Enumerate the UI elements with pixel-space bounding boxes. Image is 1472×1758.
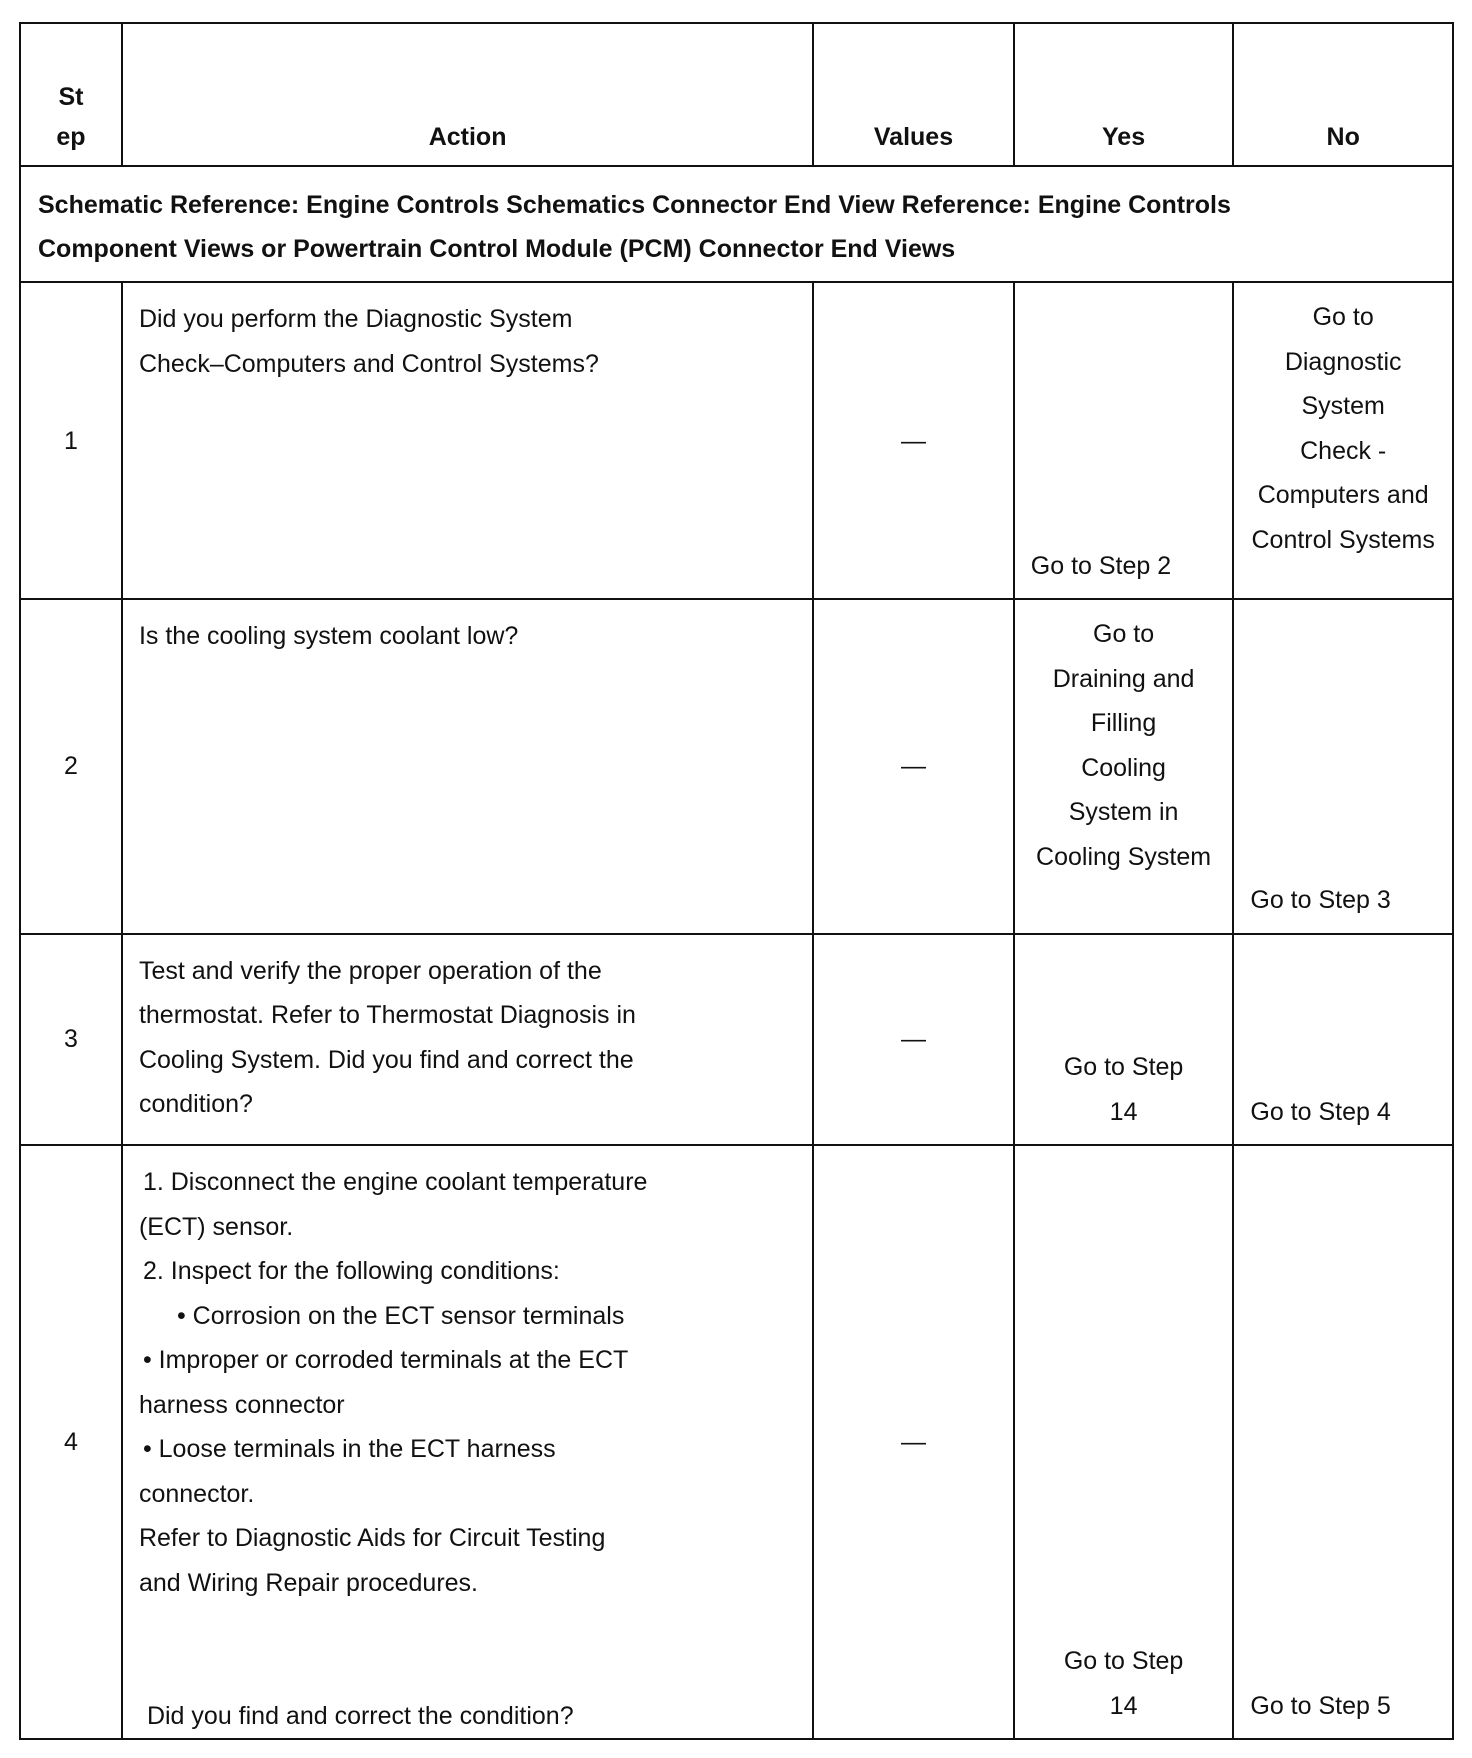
yes-link-line[interactable]: Go to Step [1063,1053,1184,1082]
step-number: 2 [20,599,122,933]
header-step-line2: ep [56,122,86,151]
yes-link-line[interactable]: 14 [1109,1691,1138,1720]
no-cell [1233,599,1453,933]
action-line: Is the cooling system coolant low? [138,622,519,651]
action-cell [122,599,813,933]
yes-link-line[interactable]: Cooling [1081,753,1166,782]
value-cell: — [813,282,1014,599]
action-line: (ECT) sensor. [138,1212,294,1241]
schematic-reference-line1: Schematic Reference: Engine Controls Schematics Connector End View Reference: Engine Controls [38,190,1231,219]
yes-cell [1014,599,1234,933]
no-link[interactable]: Go to Step 5 [1250,1691,1391,1720]
yes-cell [1014,1145,1234,1739]
yes-link-line[interactable]: Draining and [1052,664,1195,693]
no-cell [1233,934,1453,1145]
action-cell [122,282,813,599]
no-link-line[interactable]: Go to [1312,303,1374,332]
yes-link-line[interactable]: Go to Step [1063,1647,1184,1675]
yes-cell [1014,934,1234,1145]
action-line: 1. Disconnect the engine coolant temperature [142,1168,648,1197]
value-cell: — [813,934,1014,1145]
yes-link[interactable]: Go to Step 2 [1030,551,1172,580]
no-link-line[interactable]: Control Systems [1251,525,1435,554]
yes-link-line[interactable]: Go to [1093,620,1155,649]
schematic-reference [20,166,1453,283]
schematic-reference-line2: Component Views or Powertrain Control Module (PCM) Connector End Views [38,235,956,264]
schematic-reference-row [20,166,1453,283]
table-row [20,1145,1453,1739]
action-line: Cooling System. Did you find and correct the [138,1045,634,1074]
action-line: • Corrosion on the ECT sensor terminals [176,1301,625,1330]
no-link-line[interactable]: Computers and [1257,481,1429,510]
yes-link-line[interactable]: Cooling System [1036,842,1212,871]
yes-link-line[interactable]: Filling [1090,709,1157,738]
diagnostic-table [19,22,1454,1740]
action-line: Check–Computers and Control Systems? [138,349,599,378]
action-line: and Wiring Repair procedures. [138,1568,479,1597]
header-step [20,23,122,166]
action-cell [122,934,813,1145]
action-line: harness connector [138,1390,345,1419]
table-row [20,282,1453,599]
value-cell: — [813,1145,1014,1739]
yes-link-line[interactable]: System in [1068,798,1179,827]
action-line: Did you perform the Diagnostic System [138,305,573,334]
yes-cell [1014,282,1234,599]
step-number: 1 [20,282,122,599]
no-link[interactable]: Go to Step 4 [1250,1097,1391,1126]
no-link-line[interactable]: Diagnostic [1284,347,1402,376]
action-line: condition? [138,1090,253,1119]
header-step-line1: St [58,82,84,111]
no-link[interactable]: Go to Step 3 [1250,886,1391,915]
header-action: Action [122,23,813,166]
no-link-line[interactable]: System [1301,392,1385,421]
action-question: Did you find and correct the condition? [146,1701,574,1730]
header-values: Values [813,23,1014,166]
action-line: • Loose terminals in the ECT harness [142,1435,556,1464]
header-yes: Yes [1014,23,1234,166]
yes-link-line[interactable]: 14 [1109,1097,1138,1126]
action-line: Refer to Diagnostic Aids for Circuit Testing [138,1524,606,1553]
action-line: Test and verify the proper operation of the [138,956,602,985]
value-cell: — [813,599,1014,933]
step-number: 3 [20,934,122,1145]
action-line: • Improper or corroded terminals at the ECT [142,1346,629,1375]
table-row [20,934,1453,1145]
action-line: 2. Inspect for the following conditions: [142,1257,560,1286]
no-cell [1233,282,1453,599]
table-row [20,599,1453,933]
action-line: thermostat. Refer to Thermostat Diagnosis in [138,1001,636,1030]
step-number: 4 [20,1145,122,1739]
header-no: No [1233,23,1453,166]
header-row [20,23,1453,166]
action-line: connector. [138,1479,255,1508]
no-cell [1233,1145,1453,1739]
no-link-line[interactable]: Check - [1300,436,1387,465]
action-cell [122,1145,813,1739]
